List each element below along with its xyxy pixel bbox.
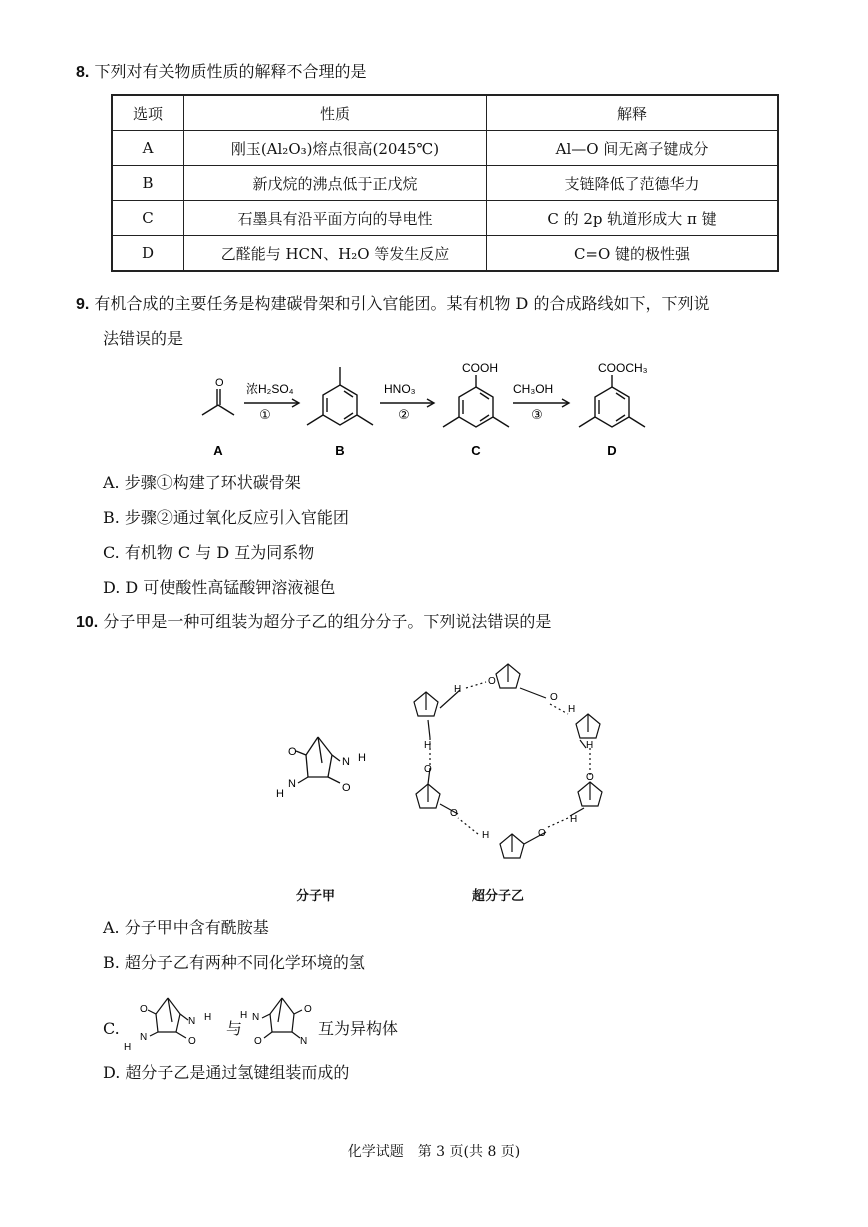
supramolecule-yi-structure — [400, 648, 620, 870]
option-a: A. 分子甲中含有酰胺基 — [103, 918, 269, 937]
hydrogen-label: H — [424, 740, 432, 751]
question-9-stem-continued: 法错误的是 — [103, 329, 184, 348]
option-a: A. 步骤①构建了环状碳骨架 — [103, 473, 301, 492]
caption-molecule-jia: 分子甲 — [296, 889, 336, 904]
oxygen-label: O — [188, 1036, 196, 1047]
table-header-row — [112, 95, 778, 131]
nitrogen-label: N — [288, 778, 296, 790]
option-c-connector: 与 — [226, 1019, 243, 1038]
option-cell: D — [112, 236, 184, 272]
option-cell: C — [112, 201, 184, 236]
cooh-group-label: COOH — [462, 361, 498, 375]
option-c: C. 有机物 C 与 D 互为同系物 — [103, 543, 315, 562]
synthesis-scheme — [180, 355, 700, 465]
oxygen-label: O — [254, 1036, 262, 1047]
question-number: 9. — [76, 296, 90, 313]
acetone-structure — [202, 389, 234, 415]
properties-table — [111, 94, 779, 272]
question-text: 分子甲是一种可组装为超分子乙的组分分子。下列说法错误的是 — [103, 612, 552, 631]
step3-number: ③ — [531, 407, 543, 422]
molecule-jia-structure — [270, 725, 380, 805]
column-header: 性质 — [184, 95, 487, 131]
hydrogen-label: H — [204, 1012, 212, 1023]
table-row — [112, 201, 778, 236]
question-number: 8. — [76, 64, 90, 81]
explanation-cell: 支链降低了范德华力 — [487, 166, 779, 201]
question-9-stem — [76, 294, 709, 315]
hydrogen-label: H — [568, 704, 576, 715]
question-text: 下列对有关物质性质的解释不合理的是 — [94, 62, 367, 81]
option-c-structure-1 — [118, 990, 238, 1052]
explanation-cell: C 的 2p 轨道形成大 π 键 — [487, 201, 779, 236]
hydrogen-label: H — [276, 788, 284, 800]
hydrogen-label: H — [358, 752, 366, 764]
step1-number: ① — [259, 407, 271, 422]
compound-label-a: A — [213, 443, 223, 458]
oxygen-label: O — [488, 676, 496, 687]
hydrogen-label: H — [586, 740, 594, 751]
hydrogen-label: H — [124, 1042, 132, 1052]
question-8-stem — [76, 62, 366, 83]
hydrogen-label: H — [482, 830, 490, 841]
compound-label-c: C — [471, 443, 481, 458]
oxygen-label: O — [550, 692, 558, 703]
hydrogen-label: H — [570, 814, 578, 825]
oxygen-label: O — [450, 808, 458, 819]
nitrogen-label: N — [140, 1032, 148, 1043]
step2-number: ② — [398, 407, 410, 422]
option-d: D. D 可使酸性高锰酸钾溶液褪色 — [103, 578, 336, 597]
hydrogen-label: H — [240, 1010, 248, 1021]
column-header: 选项 — [112, 95, 184, 131]
property-cell: 刚玉(Al₂O₃)熔点很高(2045℃) — [184, 131, 487, 166]
property-cell: 石墨具有沿平面方向的导电性 — [184, 201, 487, 236]
oxygen-label: O — [304, 1004, 312, 1015]
explanation-cell: C=O 键的极性强 — [487, 236, 779, 272]
step1-reagent: 浓H₂SO₄ — [246, 382, 294, 396]
property-cell: 乙醛能与 HCN、H₂O 等发生反应 — [184, 236, 487, 272]
nitrogen-label: N — [342, 756, 350, 768]
option-cell: A — [112, 131, 184, 166]
cooch3-group-label: COOCH₃ — [598, 361, 648, 375]
bicyclic-units — [414, 664, 602, 858]
step3-reagent: CH₃OH — [513, 382, 554, 396]
oxygen-label: O — [586, 772, 594, 783]
option-b: B. 步骤②通过氧化反应引入官能团 — [103, 508, 349, 527]
option-cell: B — [112, 166, 184, 201]
table-row — [112, 131, 778, 166]
step2-reagent: HNO₃ — [384, 382, 416, 396]
option-c-structure-2 — [238, 990, 322, 1052]
option-b: B. 超分子乙有两种不同化学环境的氢 — [103, 953, 365, 972]
column-header: 解释 — [487, 95, 779, 131]
oxygen-label: O — [424, 764, 432, 775]
oxygen-label: O — [342, 782, 351, 794]
oxygen-label: O — [140, 1004, 148, 1015]
oxygen-label: O — [538, 828, 546, 839]
dimethylbenzoic-acid-structure — [443, 375, 509, 427]
option-c-prefix: C. — [103, 1019, 120, 1038]
question-10-stem — [76, 612, 551, 633]
compound-label-d: D — [607, 443, 617, 458]
nitrogen-label: N — [300, 1036, 308, 1047]
page-footer: 化学试题 第 3 页(共 8 页) — [347, 1144, 521, 1160]
question-number: 10. — [76, 614, 99, 631]
property-cell: 新戊烷的沸点低于正戊烷 — [184, 166, 487, 201]
caption-supramolecule-yi: 超分子乙 — [472, 889, 525, 904]
nitrogen-label: N — [188, 1016, 196, 1027]
hydrogen-label: H — [454, 684, 462, 695]
option-d: D. 超分子乙是通过氢键组装而成的 — [103, 1063, 350, 1082]
question-text: 有机合成的主要任务是构建碳骨架和引入官能团。某有机物 D 的合成路线如下，下列说 — [94, 294, 710, 313]
oxygen-label: O — [215, 377, 224, 389]
methyl-ester-structure — [579, 375, 645, 427]
table-row — [112, 166, 778, 201]
table-row — [112, 236, 778, 272]
mesitylene-structure — [307, 367, 373, 425]
oxygen-label: O — [288, 746, 297, 758]
option-c-suffix: 互为异构体 — [318, 1019, 399, 1038]
nitrogen-label: N — [252, 1012, 260, 1023]
compound-label-b: B — [335, 443, 345, 458]
explanation-cell: Al—O 间无离子键成分 — [487, 131, 779, 166]
